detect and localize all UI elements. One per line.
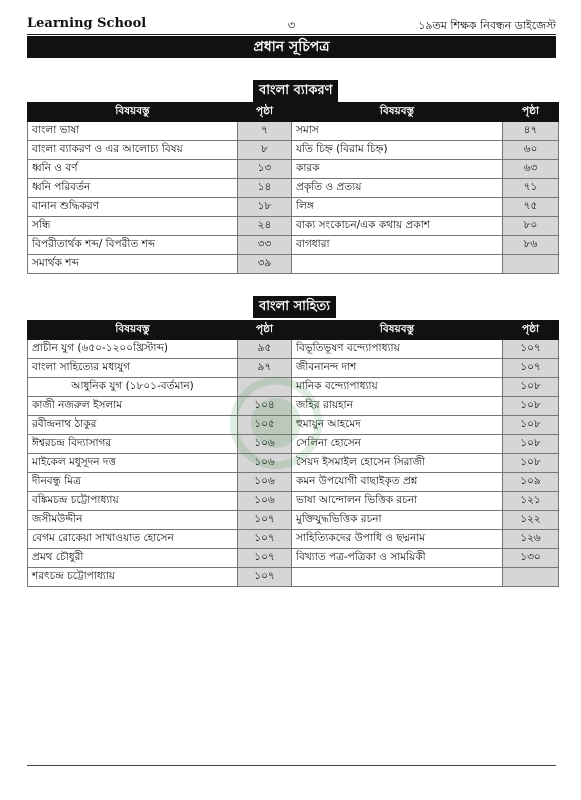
page-cell: ১২১ (503, 492, 559, 511)
page-cell (503, 568, 559, 587)
table-row (28, 492, 559, 511)
page-cell: ১০৭ (238, 530, 292, 549)
page-cell: ১০৮ (503, 435, 559, 454)
topic-cell: সন্ধি (28, 217, 238, 236)
school-name: Learning School (27, 16, 147, 31)
column-header-topic: বিষয়বস্তু (28, 321, 238, 340)
topic-cell: যতি চিহ্ন (বিরাম চিহ্ন) (292, 141, 503, 160)
page-cell: ১০৮ (503, 378, 559, 397)
digest-title: ১৯তম শিক্ষক নিবন্ধন ডাইজেস্ট (418, 19, 556, 32)
topic-cell: বাংলা ভাষা (28, 122, 238, 141)
table-row (28, 217, 559, 236)
table-row (28, 549, 559, 568)
page-cell: ১০৭ (503, 359, 559, 378)
page-cell: ১২৬ (503, 530, 559, 549)
table-row (28, 255, 559, 274)
table-row (28, 378, 559, 397)
page-cell: ১০৮ (503, 416, 559, 435)
page-cell: ১০৭ (238, 549, 292, 568)
page-header (27, 14, 556, 34)
topic-cell: বাক্য সংকোচন/এক কথায় প্রকাশ (292, 217, 503, 236)
page-cell: ৩৩ (238, 236, 292, 255)
page-cell: ১৮ (238, 198, 292, 217)
page-cell: ১০৮ (503, 454, 559, 473)
topic-cell: জসীমউদ্দীন (28, 511, 238, 530)
page-cell: ৯৫ (238, 340, 292, 359)
topic-cell: দীনবন্ধু মিত্র (28, 473, 238, 492)
topic-cell: বিপরীতার্থক শব্দ/ বিপরীত শব্দ (28, 236, 238, 255)
table-row (28, 141, 559, 160)
page-cell: ৮ (238, 141, 292, 160)
page-cell: ৩৯ (238, 255, 292, 274)
page-cell: ৮০ (503, 217, 559, 236)
page-cell: ১০৮ (503, 397, 559, 416)
topic-cell: বেগম রোকেয়া সাখাওয়াত হোসেন (28, 530, 238, 549)
toc-table-literature (27, 320, 559, 587)
header-divider (27, 34, 556, 35)
page-cell: ১০৬ (238, 454, 292, 473)
page-cell (238, 378, 292, 397)
table-row (28, 416, 559, 435)
topic-cell: মাইকেল মধুসূদন দত্ত (28, 454, 238, 473)
topic-cell: বানান শুদ্ধিকরণ (28, 198, 238, 217)
topic-cell: বিখ্যাত পত্র-পত্রিকা ও সাময়িকী (292, 549, 503, 568)
topic-cell: ধ্বনি পরিবর্তন (28, 179, 238, 198)
topic-cell: বাংলা ব্যাকরণ ও এর আলোচ্য বিষয় (28, 141, 238, 160)
topic-cell (292, 568, 503, 587)
page-cell (503, 255, 559, 274)
topic-cell: প্রাচীন যুগ (৬৫০-১২০০খ্রিস্টাব্দ) (28, 340, 238, 359)
table-row (28, 454, 559, 473)
topic-cell: মুক্তিযুদ্ধভিত্তিক রচনা (292, 511, 503, 530)
topic-cell: প্রকৃতি ও প্রত্যয় (292, 179, 503, 198)
page-cell: ৬০ (503, 141, 559, 160)
topic-cell: কাজী নজরুল ইসলাম (28, 397, 238, 416)
column-header-page: পৃষ্ঠা (503, 321, 559, 340)
column-header-topic: বিষয়বস্তু (292, 103, 503, 122)
topic-cell: সেলিনা হোসেন (292, 435, 503, 454)
topic-cell: প্রমথ চৌধুরী (28, 549, 238, 568)
table-row (28, 397, 559, 416)
column-header-topic: বিষয়বস্তু (292, 321, 503, 340)
topic-cell: কমন উপযোগী বাছাইকৃত প্রশ্ন (292, 473, 503, 492)
topic-cell: শরৎচন্দ্র চট্টোপাধ্যায় (28, 568, 238, 587)
table-row (28, 160, 559, 179)
column-header-page: পৃষ্ঠা (503, 103, 559, 122)
page-cell: ১২২ (503, 511, 559, 530)
table-header-row (28, 103, 559, 122)
topic-cell: সাহিত্যিকদের উপাধি ও ছদ্মনাম (292, 530, 503, 549)
column-header-page: পৃষ্ঠা (238, 321, 292, 340)
page-cell: ৬৩ (503, 160, 559, 179)
page-cell: ১০৬ (238, 435, 292, 454)
topic-cell: কারক (292, 160, 503, 179)
topic-cell: বঙ্কিমচন্দ্র চট্টোপাধ্যায় (28, 492, 238, 511)
table-row (28, 473, 559, 492)
table-row (28, 198, 559, 217)
topic-cell: বাগধারা (292, 236, 503, 255)
table-header-row (28, 321, 559, 340)
column-header-page: পৃষ্ঠা (238, 103, 292, 122)
footer-divider (27, 765, 556, 766)
page-number: ৩ (287, 18, 296, 32)
topic-cell: মানিক বন্দ্যোপাধ্যায় (292, 378, 503, 397)
topic-cell: জীবনানন্দ দাশ (292, 359, 503, 378)
table-row (28, 359, 559, 378)
topic-cell: বিভূতিভূষণ বন্দ্যোপাধ্যায় (292, 340, 503, 359)
page-cell: ১৩০ (503, 549, 559, 568)
page-cell: ১০৪ (238, 397, 292, 416)
topic-cell: সৈয়দ ইসমাইল হোসেন সিরাজী (292, 454, 503, 473)
table-row (28, 122, 559, 141)
topic-cell (292, 255, 503, 274)
column-header-topic: বিষয়বস্তু (28, 103, 238, 122)
topic-cell: আধুনিক যুগ (১৮০১-বর্তমান) (28, 378, 238, 397)
page-cell: ১০৬ (238, 473, 292, 492)
page-cell: ৭৫ (503, 198, 559, 217)
page-cell: ১০৭ (503, 340, 559, 359)
topic-cell: হুমায়ুন আহমেদ (292, 416, 503, 435)
section-title-literature: বাংলা সাহিত্য (253, 296, 336, 318)
toc-table-grammar (27, 102, 559, 274)
section-title-grammar: বাংলা ব্যাকরণ (253, 80, 338, 102)
page-cell: ১০৭ (238, 568, 292, 587)
page-cell: ৭১ (503, 179, 559, 198)
table-row (28, 435, 559, 454)
page-cell: ৭ (238, 122, 292, 141)
page-cell: ১০৫ (238, 416, 292, 435)
topic-cell: ঈশ্বরচন্দ্র বিদ্যাসাগর (28, 435, 238, 454)
topic-cell: সমাস (292, 122, 503, 141)
topic-cell: সমার্থক শব্দ (28, 255, 238, 274)
topic-cell: লিঙ্গ (292, 198, 503, 217)
page-cell: ১০৬ (238, 492, 292, 511)
table-row (28, 236, 559, 255)
table-row (28, 511, 559, 530)
main-title: প্রধান সূচিপত্র (27, 36, 556, 58)
topic-cell: রবীন্দ্রনাথ ঠাকুর (28, 416, 238, 435)
page-cell: ১০৭ (238, 511, 292, 530)
topic-cell: জহির রায়হান (292, 397, 503, 416)
page-cell: ১৪ (238, 179, 292, 198)
table-row (28, 340, 559, 359)
table-row (28, 179, 559, 198)
topic-cell: ধ্বনি ও বর্ণ (28, 160, 238, 179)
topic-cell: বাংলা সাহিত্যের মধ্যযুগ (28, 359, 238, 378)
page-cell: ৪৭ (503, 122, 559, 141)
table-row (28, 530, 559, 549)
page-cell: ৯৭ (238, 359, 292, 378)
topic-cell: ভাষা আন্দোলন ভিত্তিক রচনা (292, 492, 503, 511)
table-row (28, 568, 559, 587)
page-cell: ২৪ (238, 217, 292, 236)
page-cell: ১৩ (238, 160, 292, 179)
page-cell: ১০৯ (503, 473, 559, 492)
page-cell: ৮৬ (503, 236, 559, 255)
